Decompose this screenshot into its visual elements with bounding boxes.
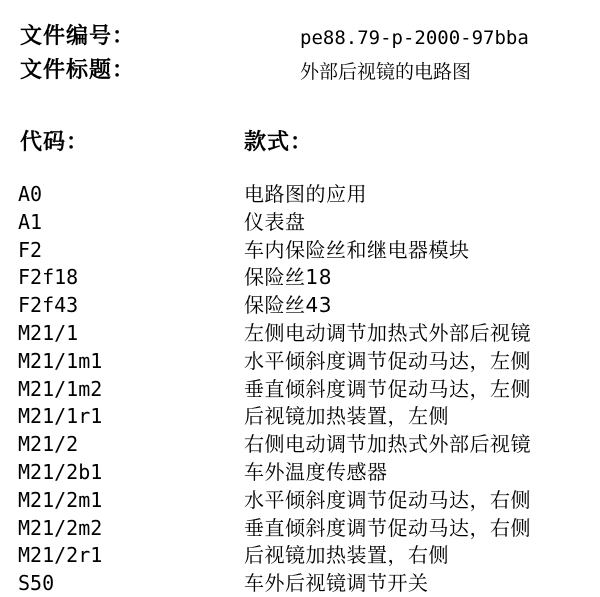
file-title-row bbox=[20, 56, 580, 86]
component-code: F2f43 bbox=[18, 293, 79, 318]
component-description: 右侧电动调节加热式外部后视镜 bbox=[244, 432, 531, 457]
table-row bbox=[18, 180, 588, 208]
component-description: 车内保险丝和继电器模块 bbox=[244, 237, 470, 262]
table-row bbox=[18, 569, 588, 597]
component-code: M21/2m1 bbox=[18, 487, 103, 512]
component-description: 水平倾斜度调节促动马达，右侧 bbox=[244, 487, 531, 512]
table-row bbox=[18, 458, 588, 486]
table-row bbox=[18, 375, 588, 403]
table-row bbox=[18, 236, 588, 264]
component-code: M21/1m1 bbox=[18, 348, 103, 373]
component-description: 仪表盘 bbox=[244, 209, 306, 234]
table-row bbox=[18, 486, 588, 514]
component-code: A1 bbox=[18, 209, 43, 234]
component-description: 保险丝18 bbox=[244, 265, 332, 290]
file-title-value: 外部后视镜的电路图 bbox=[300, 61, 472, 83]
component-code: M21/1 bbox=[18, 320, 79, 345]
component-code: F2 bbox=[18, 237, 43, 262]
table-row bbox=[18, 347, 588, 375]
table-row bbox=[18, 430, 588, 458]
style-column-header: 款式： bbox=[244, 130, 314, 155]
table-header bbox=[20, 127, 580, 159]
component-code: S50 bbox=[18, 571, 55, 596]
component-code: F2f18 bbox=[18, 265, 79, 290]
component-description: 保险丝43 bbox=[244, 293, 332, 318]
component-list bbox=[18, 180, 588, 597]
component-description: 水平倾斜度调节促动马达，左侧 bbox=[244, 348, 531, 373]
code-column-header: 代码： bbox=[20, 130, 90, 155]
component-description: 后视镜加热装置，左侧 bbox=[244, 404, 449, 429]
table-row bbox=[18, 541, 588, 569]
table-row bbox=[18, 402, 588, 430]
table-row bbox=[18, 514, 588, 542]
table-row bbox=[18, 291, 588, 319]
file-number-value: pe88.79-p-2000-97bba bbox=[300, 27, 529, 49]
file-title-label: 文件标题： bbox=[20, 58, 136, 83]
file-number-label: 文件编号： bbox=[20, 24, 136, 49]
table-row bbox=[18, 208, 588, 236]
component-code: M21/2 bbox=[18, 432, 79, 457]
component-code: M21/1m2 bbox=[18, 376, 103, 401]
table-row bbox=[18, 263, 588, 291]
component-description: 后视镜加热装置，右侧 bbox=[244, 543, 449, 568]
component-description: 车外后视镜调节开关 bbox=[244, 571, 429, 596]
component-description: 左侧电动调节加热式外部后视镜 bbox=[244, 320, 531, 345]
component-description: 电路图的应用 bbox=[244, 182, 367, 206]
file-number-row bbox=[20, 22, 580, 52]
component-description: 车外温度传感器 bbox=[244, 459, 388, 484]
component-code: M21/2r1 bbox=[18, 543, 103, 568]
component-code: M21/1r1 bbox=[18, 404, 103, 429]
component-code: A0 bbox=[18, 182, 43, 206]
component-description: 垂直倾斜度调节促动马达，左侧 bbox=[244, 376, 531, 401]
table-row bbox=[18, 319, 588, 347]
component-description: 垂直倾斜度调节促动马达，右侧 bbox=[244, 515, 531, 540]
component-code: M21/2b1 bbox=[18, 459, 103, 484]
component-code: M21/2m2 bbox=[18, 515, 103, 540]
